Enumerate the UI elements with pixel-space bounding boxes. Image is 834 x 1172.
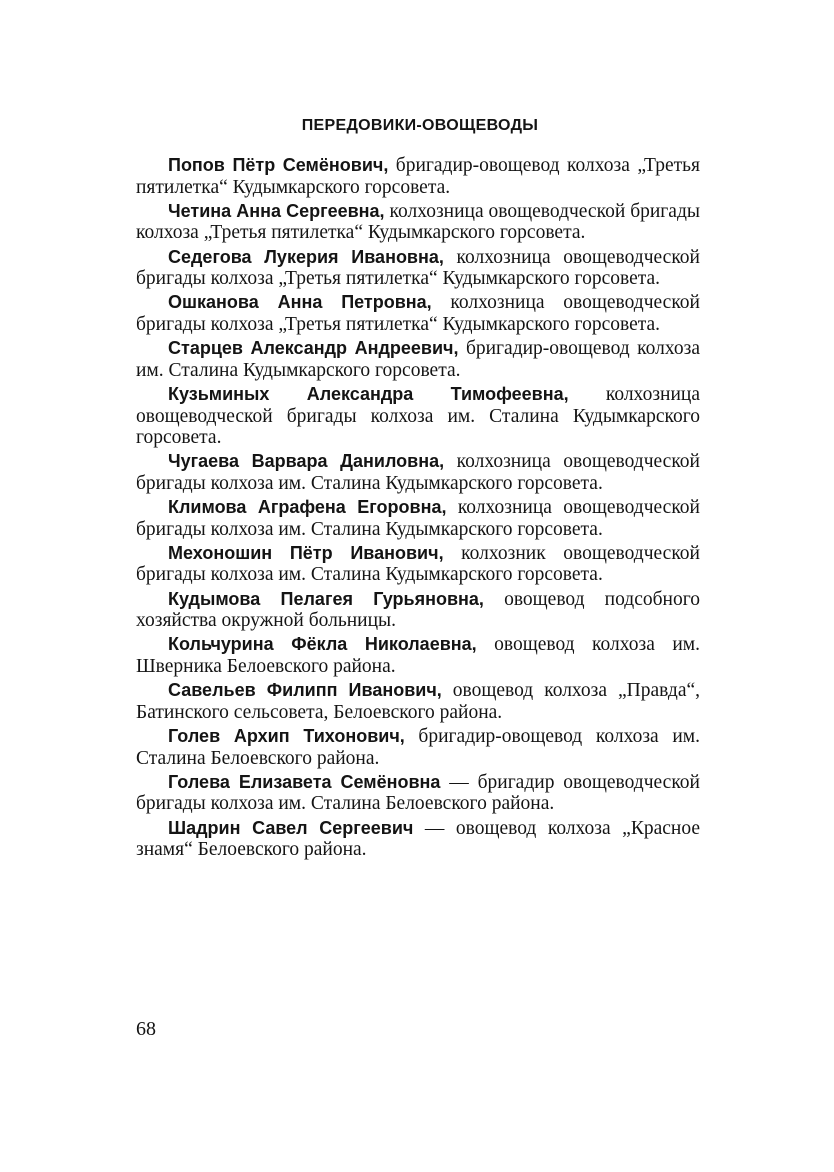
entry-text: колхозница овощеводческой бригады колхоза „Третья пятилетка“ Кудымкарского горсовета. — [136, 246, 700, 290]
entry-name: Савельев Филипп Иванович, — [168, 680, 442, 701]
entry-text: бригадир-овощевод колхоза „Третья пятилетка“ Кудымкарского горсовета. — [136, 155, 700, 198]
entry-text: бригадир-овощевод колхоза им. Сталина Кудымкарского горсовета. — [136, 338, 700, 381]
list-item — [136, 726, 700, 769]
entry-name: Старцев Александр Андреевич, — [168, 338, 459, 359]
entry-text: бригадир-овощевод колхоза им. Сталина Белоевского района. — [136, 725, 701, 769]
list-item — [136, 818, 700, 861]
entry-name: Голев Архип Тихонович, — [168, 725, 405, 746]
list-item — [136, 772, 700, 815]
entry-text: колхозник овощеводческой бригады колхоза им. Сталина Кудымкарского горсовета. — [136, 542, 700, 586]
entry-name: Седегова Лукерия Ивановна, — [168, 246, 444, 267]
list-item — [136, 155, 700, 198]
entry-text: — овощевод колхоза „Красное знамя“ Белоевского района. — [136, 817, 700, 861]
entry-name: Ошканова Анна Петровна, — [168, 292, 432, 313]
entry-name: Попов Пётр Семёнович, — [168, 155, 389, 175]
list-item — [136, 247, 700, 290]
entry-text: колхозница овощеводческой бригады колхоза „Третья пятилетка“ Кудымкарского горсовета. — [136, 200, 700, 244]
entry-name: Кузьминых Александра Тимофеевна, — [168, 383, 569, 404]
entry-text: овощевод подсобного хозяйства окружной больницы. — [136, 588, 700, 632]
list-item — [136, 201, 700, 244]
entry-name: Кольчурина Фёкла Николаевна, — [168, 634, 477, 655]
page-number: 68 — [136, 1018, 156, 1040]
entry-text: овощевод колхоза им. Шверника Белоевского района. — [136, 634, 700, 677]
entry-name: Мехоношин Пётр Иванович, — [168, 542, 444, 563]
list-item — [136, 634, 700, 677]
entry-name: Климова Аграфена Егоровна, — [168, 497, 447, 518]
list-item — [136, 292, 700, 335]
entry-name: Чугаева Варвара Даниловна, — [168, 451, 445, 472]
entry-text: колхозница овощеводческой бригады колхоза им. Сталина Кудымкарского горсовета. — [136, 383, 700, 449]
list-item — [136, 543, 700, 586]
list-item — [136, 451, 700, 494]
list-item — [136, 589, 700, 632]
entry-name: Шадрин Савел Сергеевич — [168, 817, 414, 838]
entry-text: колхозница овощеводческой бригады колхоза им. Сталина Кудымкарского горсовета. — [136, 451, 700, 494]
list-item — [136, 384, 700, 449]
entry-text: овощевод колхоза „Правда“, Батинского сельсовета, Белоевского района. — [136, 680, 700, 723]
entry-list — [136, 155, 700, 863]
list-item — [136, 497, 700, 540]
entry-name: Кудымова Пелагея Гурьяновна, — [168, 588, 484, 609]
entry-text: колхозница овощеводческой бригады колхоза им. Сталина Кудымкарского горсовета. — [136, 497, 700, 540]
list-item — [136, 680, 700, 723]
entry-text: — бригадир овощеводческой бригады колхоза им. Сталина Белоевского района. — [136, 771, 700, 815]
list-item — [136, 338, 700, 381]
entry-name: Голева Елизавета Семёновна — [168, 771, 441, 792]
entry-text: колхозница овощеводческой бригады колхоза „Третья пятилетка“ Кудымкарского горсовета. — [136, 292, 700, 335]
entry-name: Четина Анна Сергеевна, — [168, 200, 385, 221]
page-heading: ПЕРЕДОВИКИ-ОВОЩЕВОДЫ — [301, 117, 539, 134]
